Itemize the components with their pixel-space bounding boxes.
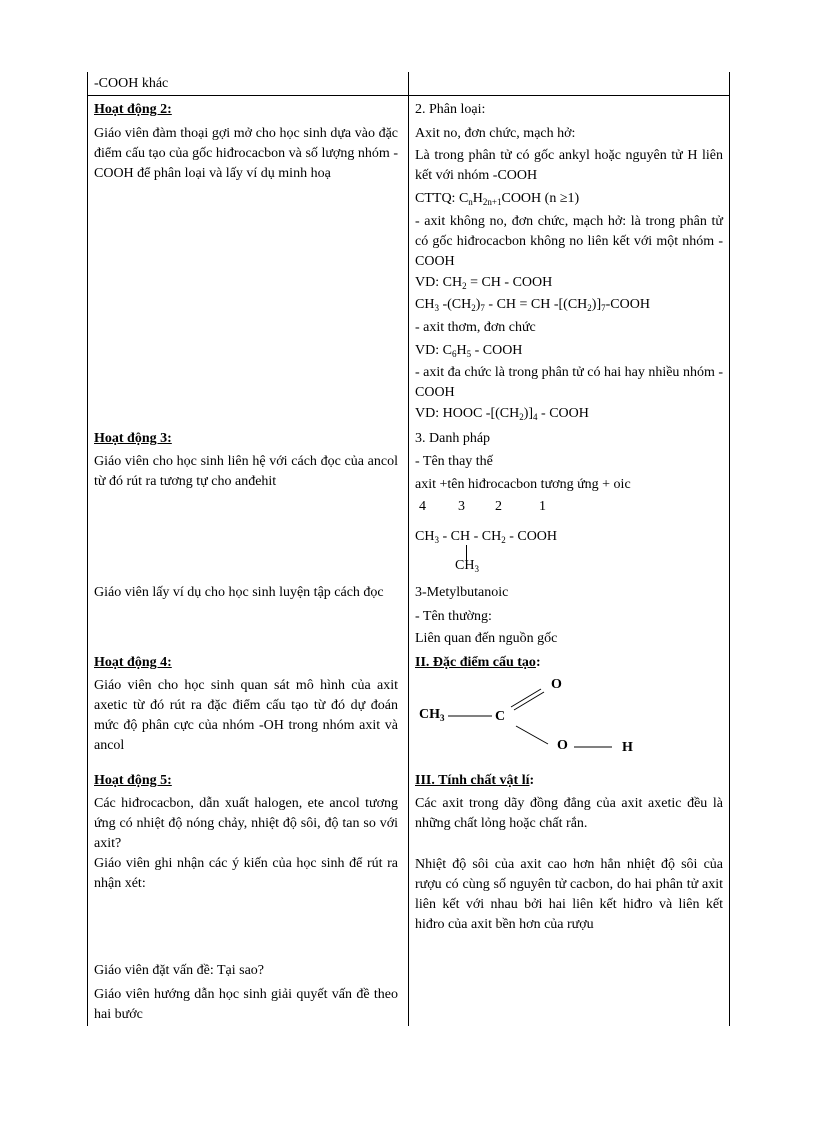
activity-5-question: Các hiđrocacbon, dẫn xuất halogen, ete ancol tương ứng có nhiệt độ nóng chảy, nhiệt độ sôi, độ tan so với axit?: [94, 796, 398, 851]
classification-title: 2. Phân loại:: [415, 102, 486, 117]
hydroxyl-oxygen-label: O: [557, 738, 568, 753]
common-name-origin: Liên quan đến nguồn gốc: [415, 631, 558, 646]
activity-4-text: Giáo viên cho học sinh quan sát mô hình của axit axetic từ đó rút ra đặc điểm cấu tạo từ đó dự đoán mức độ phân cực của nhóm -OH trong nhóm axit và ancol: [94, 678, 398, 753]
activity-3-text: Giáo viên cho học sinh liên hệ với cách đọc của ancol từ đó rút ra tương tự cho anđehit: [94, 454, 398, 489]
carbon-number-4: 4: [419, 499, 426, 514]
example-adipic-acid: VD: HOOC $-[(CH_2)]_4$ - COOH: [415, 406, 589, 422]
example-structural-formula: $CH_3$ - CH - $CH_2$ - COOH: [415, 529, 558, 545]
methyl-branch: $CH_3$: [455, 558, 479, 574]
substitutive-name-label: - Tên thay thế: [415, 454, 493, 469]
activity-5-heading: Hoạt động 5:: [94, 773, 172, 788]
polyacid-definition: - axit đa chức là trong phân tử có hai hay nhiều nhóm -COOH: [415, 365, 723, 400]
carbon-number-2: 2: [495, 499, 502, 514]
acetic-acid-structure-bonds: [408, 660, 728, 770]
activity-5-observation: Giáo viên ghi nhận các ý kiến của học sinh để rút ra nhận xét:: [94, 856, 398, 891]
table-border-right: [729, 72, 730, 1026]
example-benzoic-acid: VD: $C_6H_5$ - COOH: [415, 343, 523, 359]
saturated-acid-label: Axit no, đơn chức, mạch hở:: [415, 126, 576, 141]
activity-5-guidance: Giáo viên hướng dẫn học sinh giải quyết vấn đề theo hai bước: [94, 987, 398, 1022]
saturated-acid-definition: Là trong phân tử có gốc ankyl hoặc nguyên tử H liên kết với nhóm -COOH: [415, 148, 723, 183]
physical-state-text: Các axit trong dãy đồng đẳng của axit axetic đều là những chất lỏng hoặc chất rắn.: [415, 796, 723, 831]
row0-left-text: -COOH khác: [94, 76, 169, 91]
substitutive-name-rule: axit +tên hiđrocacbon tương ứng + oic: [415, 477, 631, 492]
activity-5-problem: Giáo viên đặt vấn đề: Tại sao?: [94, 963, 265, 978]
structure-heading: II. Đặc điểm cấu tạo:: [415, 655, 541, 670]
activity-4-heading: Hoạt động 4:: [94, 655, 172, 670]
carbonyl-oxygen-label: O: [551, 677, 562, 692]
boiling-point-text: Nhiệt độ sôi của axit cao hơn hẳn nhiệt độ sôi của rượu có cùng số nguyên tử cacbon, do hai phân tử axit liên kết với nhau bởi hai liên kết hiđro và liên kết hiđro của axit bền hơn của rượu: [415, 857, 723, 932]
table-border-middle: [408, 72, 409, 1026]
iupac-name: 3-Metylbutanoic: [415, 585, 509, 600]
methyl-group-label: $CH_3$: [419, 707, 445, 723]
carbon-number-1: 1: [539, 499, 546, 514]
activity-3-heading: Hoạt động 3:: [94, 431, 172, 446]
general-formula: CTTQ: $C_nH_{2n+1}COOH$ (n ≥1): [415, 191, 580, 207]
aromatic-acid-label: - axit thơm, đơn chức: [415, 320, 536, 335]
activity-2-text: Giáo viên đàm thoại gợi mở cho học sinh dựa vào đặc điểm cấu tạo của gốc hiđrocacbon và số lượng nhóm -COOH để phân loại và lấy ví dụ minh hoạ: [94, 126, 398, 181]
activity-2-heading: Hoạt động 2:: [94, 102, 172, 117]
common-name-label: - Tên thường:: [415, 609, 492, 624]
example-acrylic-acid: VD: $CH_2$ = CH - COOH: [415, 275, 553, 291]
example-oleic-formula: $CH_3$ $-(CH_2)_7$ - CH = CH $-[(CH_2)]_7$-COOH: [415, 297, 650, 313]
physical-properties-heading: III. Tính chất vật lí:: [415, 773, 535, 788]
row-divider-1: [87, 95, 730, 96]
hydrogen-atom-label: H: [622, 740, 633, 755]
unsaturated-acid-definition: - axit không no, đơn chức, mạch hở: là trong phân tử có gốc hiđrocacbon không no liên kết với một nhóm -COOH: [415, 214, 723, 269]
carbon-atom-label: C: [495, 709, 506, 724]
table-border-left: [87, 72, 88, 1026]
activity-3-practice-text: Giáo viên lấy ví dụ cho học sinh luyện tập cách đọc: [94, 585, 384, 600]
nomenclature-title: 3. Danh pháp: [415, 431, 491, 446]
carbon-number-3: 3: [458, 499, 465, 514]
